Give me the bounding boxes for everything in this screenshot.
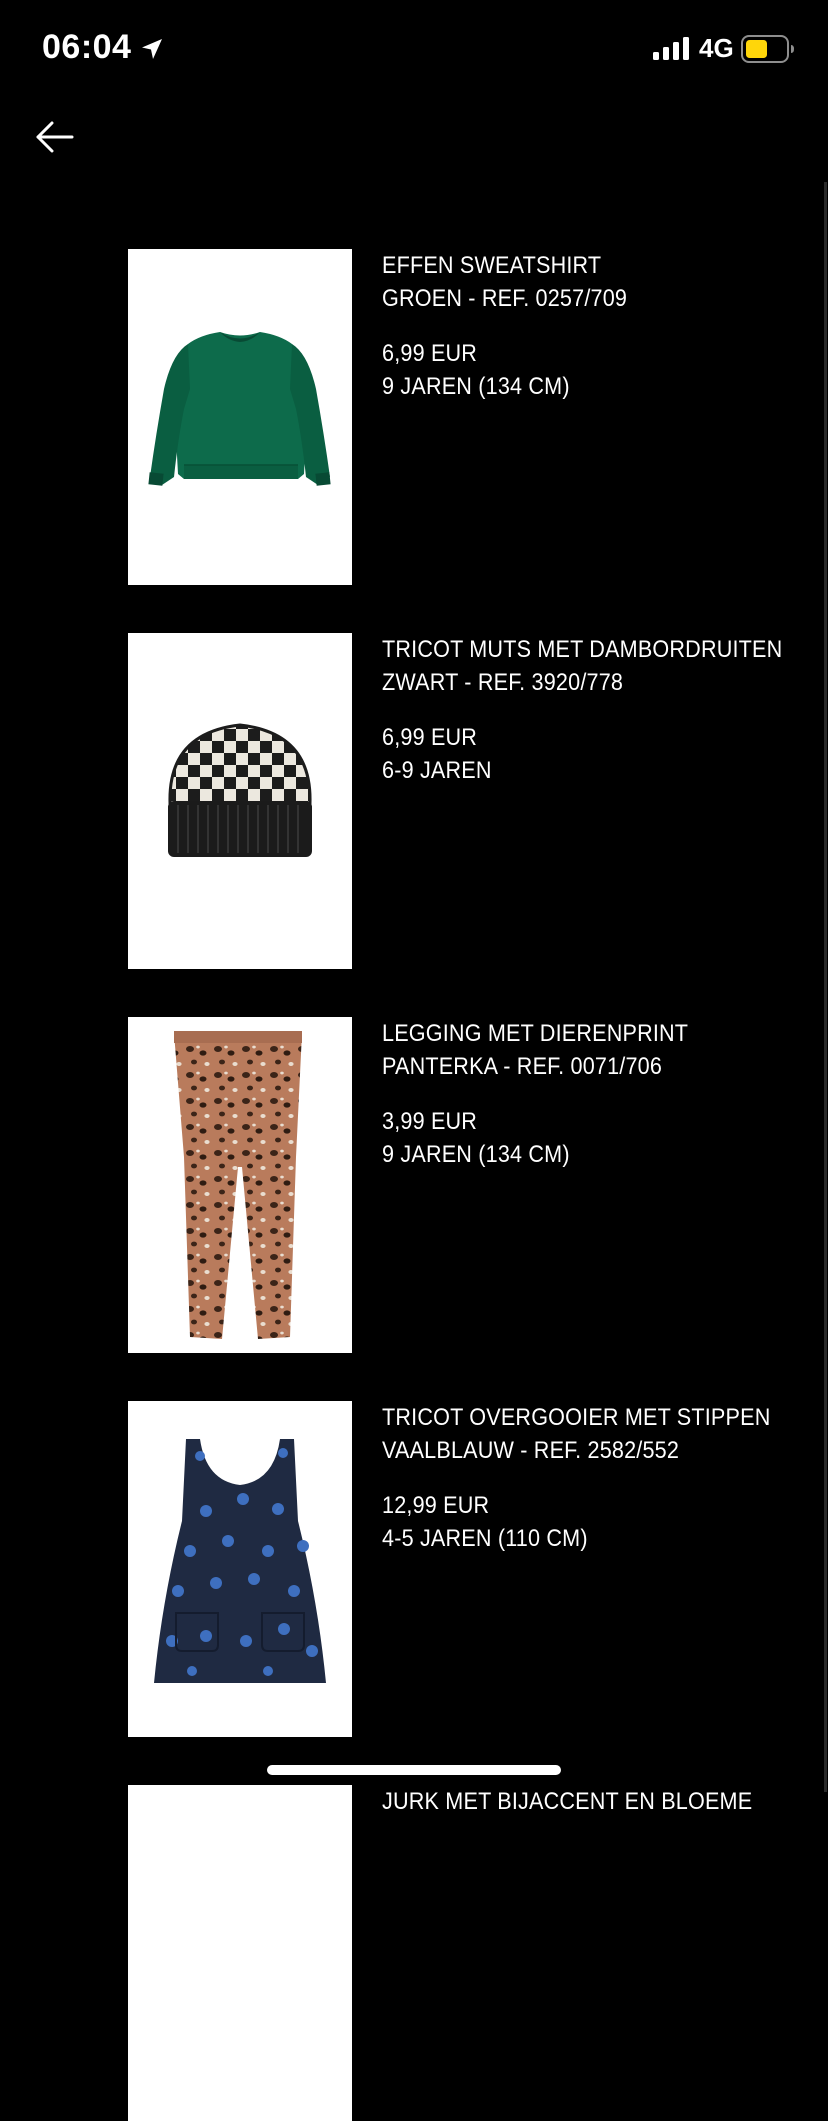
product-info xyxy=(382,1401,771,1555)
product-image[interactable] xyxy=(128,633,352,969)
product-image[interactable] xyxy=(128,1017,352,1353)
product-image[interactable] xyxy=(128,249,352,585)
polka-dot-pinafore-image xyxy=(128,1401,352,1737)
dress-image xyxy=(128,1785,352,2121)
product-name: JURK MET BIJACCENT EN BLOEME xyxy=(382,1788,753,1815)
product-price: 12,99 EUR xyxy=(382,1492,490,1519)
leopard-leggings-image xyxy=(128,1017,352,1353)
product-price: 6,99 EUR xyxy=(382,724,478,751)
product-name: LEGGING MET DIERENPRINT xyxy=(382,1020,689,1047)
status-time: 06:04 xyxy=(42,28,132,66)
product-name: TRICOT OVERGOOIER MET STIPPEN xyxy=(382,1404,771,1431)
product-info xyxy=(382,1017,760,1171)
product-color-ref: PANTERKA - REF. 0071/706 xyxy=(382,1053,663,1080)
product-price: 3,99 EUR xyxy=(382,1108,478,1135)
product-image[interactable] xyxy=(128,1785,352,2121)
product-color-ref: GROEN - REF. 0257/709 xyxy=(382,285,628,312)
product-image[interactable] xyxy=(128,1401,352,1737)
product-item[interactable] xyxy=(0,1401,828,1737)
product-color-ref: VAALBLAUW - REF. 2582/552 xyxy=(382,1437,680,1464)
product-info xyxy=(382,633,783,787)
product-size: 9 JAREN (134 CM) xyxy=(382,373,570,400)
product-name: TRICOT MUTS MET DAMBORDRUITEN xyxy=(382,636,783,663)
product-size: 6-9 JAREN xyxy=(382,757,492,784)
product-item[interactable] xyxy=(0,1785,828,2121)
product-color-ref: ZWART - REF. 3920/778 xyxy=(382,669,624,696)
checkered-beanie-image xyxy=(128,633,352,969)
green-sweatshirt-image xyxy=(128,249,352,585)
product-item[interactable] xyxy=(0,633,828,969)
product-name: EFFEN SWEATSHIRT xyxy=(382,252,602,279)
product-size: 4-5 JAREN (110 CM) xyxy=(382,1525,588,1552)
product-size: 9 JAREN (134 CM) xyxy=(382,1141,570,1168)
product-price: 6,99 EUR xyxy=(382,340,478,367)
home-indicator[interactable] xyxy=(267,1765,561,1775)
product-info xyxy=(382,1785,760,1818)
product-item[interactable] xyxy=(0,249,828,585)
product-item[interactable] xyxy=(0,1017,828,1353)
product-info xyxy=(382,249,760,403)
network-type-label: 4G xyxy=(699,33,734,63)
